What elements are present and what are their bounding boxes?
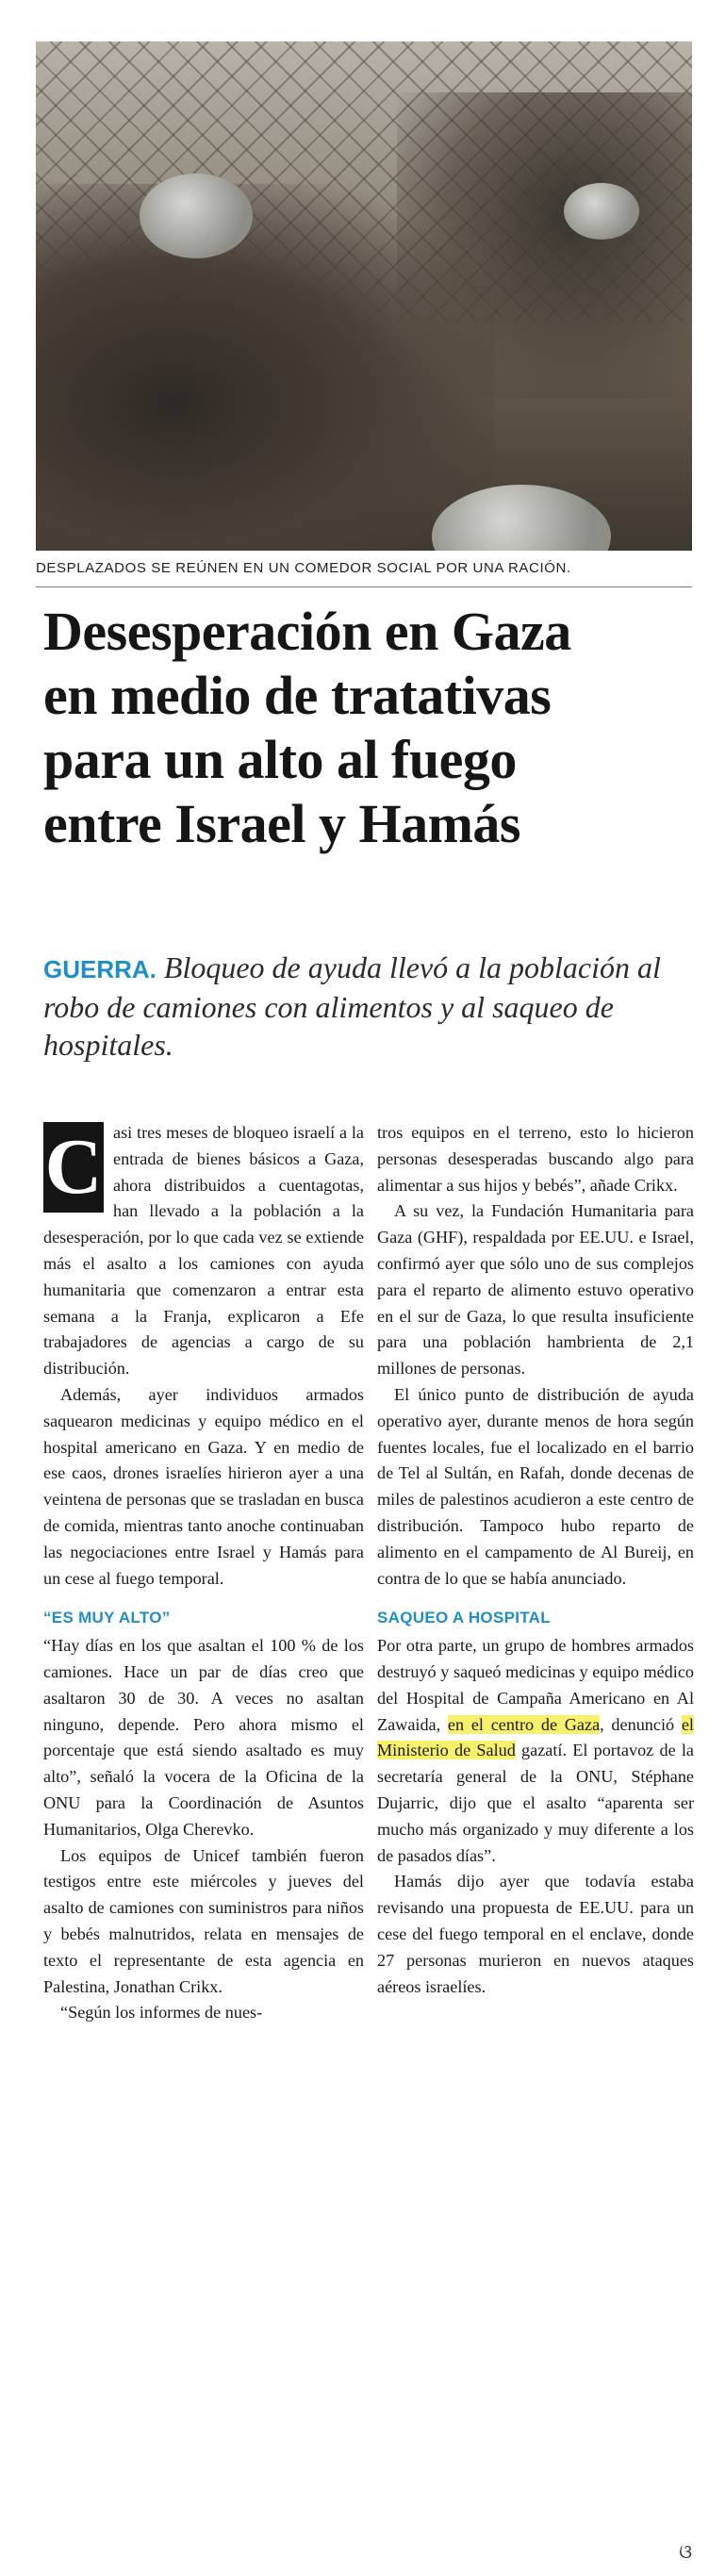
paragraph-text: , denunció (600, 1714, 682, 1734)
photo-caption: DESPLAZADOS SE REÚNEN EN UN COMEDOR SOCIAL POR UNA RACIÓN. (36, 560, 571, 576)
lead-text: Bloqueo de ayuda llevó a la población al robo de camiones con alimentos y al saqueo de hospitales. (43, 950, 661, 1062)
body-paragraph: Hamás dijo ayer que todavía estaba revisando una propuesta de EE.UU. para un cese del fuego temporal en el enclave, donde 27 personas murieron en nuevos ataques aéreos israelíes. (377, 1872, 694, 1996)
paragraph-text: gazatí. El portavoz de la secretaría general de la ONU, Stéphane Dujarric, dijo que el asalto “aparenta ser mucho más organizado y muy diferente a los de pasados días”. (377, 1741, 694, 1865)
headline (43, 600, 694, 856)
paragraph-text: Por otra parte, un grupo de hombres armados destruyó y saqueó medicinas y equipo médico del Hospital de Campaña Americano en Al Zawaida, (377, 1636, 694, 1734)
caption-divider (36, 586, 692, 587)
crowd-shape-right (397, 92, 692, 398)
drop-cap: C (44, 1123, 103, 1211)
body-paragraph (377, 1633, 694, 1869)
body-paragraph (43, 1120, 364, 1382)
body-paragraph: El único punto de distribución de ayuda operativo ayer, durante menos de hora según fuentes locales, fue el localizado en el barrio de Tel al Sultán, en Rafah, donde decenas de miles de palestinos acudieron a este centro de distribución. Tampoco hubo reparto de alimento en el campamento de Al Bureij, en contra de lo que se había anunciado. (377, 1384, 694, 1588)
pot-shape (140, 173, 253, 258)
pot-shape (564, 183, 639, 239)
headline-line: entre Israel y Hamás (43, 793, 520, 854)
headline-line: en medio de tratativas (43, 665, 552, 726)
headline-line: Desesperación en Gaza (43, 601, 571, 662)
lead-paragraph (43, 949, 694, 1064)
body-paragraph: Los equipos de Unicef también fueron testigos entre este miércoles y jueves del asalto de camiones con suministros para niños y bebés malnutridos, relata en mensajes de texto el representante de esta agencia en Palestina, Jonathan Crikx. (43, 1845, 364, 1996)
body-paragraph: A su vez, la Fundación Humanitaria para Gaza (GHF), respaldada por EE.UU. e Israel, confirmó ayer que sólo uno de sus complejos para el reparto de alimento estuvo operativo en el sur de Gaza, lo que resulta insuficiente para una población hambrienta de 2,1 millones de personas. (377, 1201, 694, 1379)
paragraph-text: asi tres meses de bloqueo israelí a la entrada de bienes básicos a Gaza, ahora distribuidos a cuentagotas, han llevado a la población a la desesperación, por lo que cada vez se extiende más el asalto a los camiones con ayuda humanitaria que comenzaron a entrar esta semana a la Franja, explicaron a Efe trabajadores de agencias a cargo de su distribución. (43, 1123, 364, 1379)
body-paragraph: tros equipos en el terreno, esto lo hicieron personas desesperadas buscando algo para alimentar a sus hijos y bebés”, añade Crikx. (377, 1123, 694, 1195)
column-left (43, 1120, 364, 2026)
subheading: SAQUEO A HOSPITAL (377, 1609, 551, 1627)
headline-line: para un alto al fuego (43, 729, 517, 790)
end-of-article-icon: ଓ (679, 2540, 692, 2563)
body-paragraph: “Hay días en los que asaltan el 100 % de los camiones. Hace un par de días creo que asaltaron 30 de 30. A veces no asaltan ninguno, depende. Pero ahora mismo el porcentaje que está siendo asaltado es muy alto”, señaló la vocera de la Oficina de la ONU para la Coordinación de Asuntos Humanitarios, Olga Cherevko. (43, 1636, 364, 1839)
section-tag: GUERRA. (43, 955, 157, 983)
subheading: “ES MUY ALTO” (43, 1609, 171, 1627)
body-paragraph: Además, ayer individuos armados saquearon medicinas y equipo médico en el hospital americano en Gaza. Y en medio de ese caos, drones israelíes hirieron ayer a una veintena de personas que se trasladan en busca de comida, mientras tanto anoche continuaban las negociaciones entre Israel y Hamás para un cese al fuego temporal. (43, 1384, 364, 1588)
highlighted-text: el Ministerio de Salud (377, 1714, 694, 1760)
highlighted-text: en el centro de Gaza (447, 1714, 601, 1734)
news-photo (36, 41, 692, 551)
column-right (377, 1120, 694, 2000)
body-paragraph: “Según los informes de nues- (60, 2003, 263, 2023)
